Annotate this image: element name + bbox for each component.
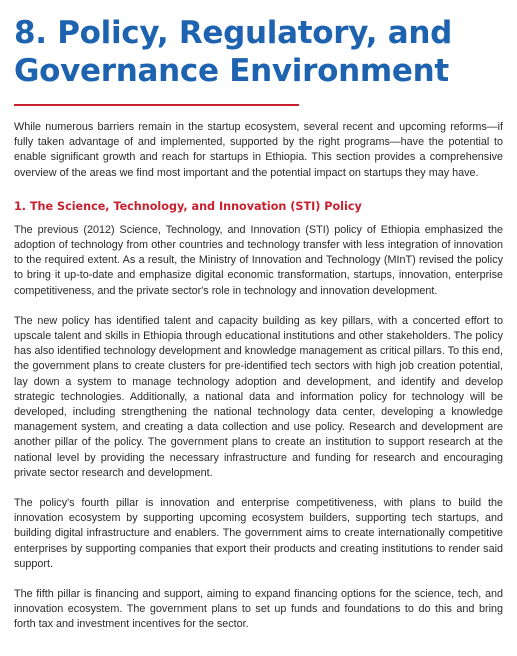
page-title: 8. Policy, Regulatory, and Governance Environment	[14, 15, 453, 89]
intro-paragraph: While numerous barriers remain in the startup ecosystem, several recent and upcoming reforms—if fully taken advantage of and implemented, supported by the right programs—have the potential to enable significant growth and reach for startups in Ethiopia. This section provides a comprehensive overview of the areas we find most important and the potential impact on startups they may have.	[14, 121, 503, 179]
section-heading-sti-policy: 1. The Science, Technology, and Innovation (STI) Policy	[14, 199, 362, 213]
document-page	[14, 14, 503, 633]
body-paragraph-3: The policy's fourth pillar is innovation and enterprise competitiveness, with plans to build the innovation ecosystem by supporting upcoming ecosystem builders, supporting tech startups, and building digital infrastructure and enablers. The government aims to create internationally competitive enterprises by supporting companies that export their products and creating institutions to render said support.	[14, 497, 503, 570]
title-underline-divider	[14, 104, 299, 106]
body-paragraph-1: The previous (2012) Science, Technology, and Innovation (STI) policy of Ethiopia emphasized the adoption of technology from other countries and technology transfer with less integration of innovation to the required extent. As a result, the Ministry of Innovation and Technology (MInT) revised the policy to bring it up-to-date and emphasize digital economic transformation, startups, innovation, enterprise competitiveness, and the private sector's role in technology and innovation development.	[14, 223, 503, 297]
body-paragraph-2: The new policy has identified talent and capacity building as key pillars, with a concerted effort to upscale talent and skills in Ethiopia through educational institutions and other stakeholders. The policy has also identified technology development and knowledge management as critical pillars. To this end, the government plans to create clusters for pre-identified tech sectors with high job creation potential, lay down a system to manage technology adoption and development, and identify and develop strategic technologies. Additionally, a national data and information policy for technology will be developed, including strengthening the national technology data center, developing a knowledge management system, and creating a data collection and use policy. Research and development are another pillar of the policy. The government plans to create an institution to support research at the national level by providing the necessary infrastructure and funding for research and encouraging private sector research and development.	[14, 314, 503, 479]
body-paragraph-4: The fifth pillar is financing and support, aiming to expand financing options for the science, tech, and innovation ecosystem. The government plans to set up funds and foundations to do this and bring forth tax and investment incentives for the sector.	[14, 588, 503, 631]
